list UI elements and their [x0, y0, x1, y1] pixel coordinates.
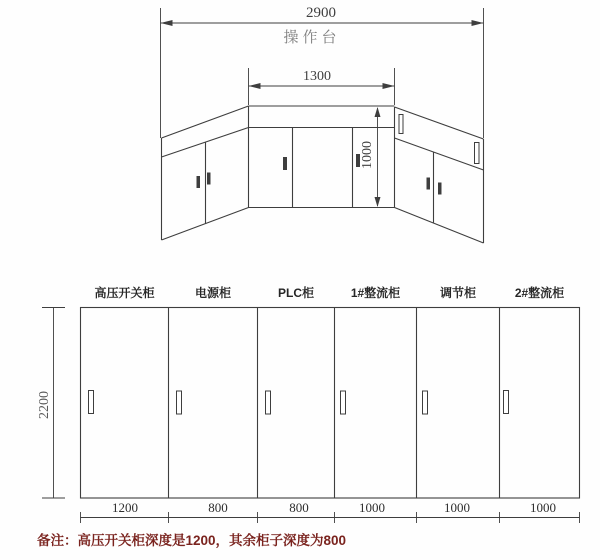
- console-center-width-value: 1300: [303, 69, 331, 84]
- cabinet-door-handles: [89, 391, 509, 415]
- cabinet-label-hv-switchgear: 高压开关柜: [94, 286, 155, 300]
- arrowhead-left-icon: [249, 83, 261, 89]
- console-height-dimension: [375, 107, 381, 207]
- console-door-handles: [197, 115, 480, 195]
- door-handle-icon: [427, 178, 431, 190]
- arrowhead-down-icon: [375, 197, 381, 207]
- cabinet-label-plc: PLC柜: [277, 286, 315, 300]
- console-title: 操作台: [283, 30, 341, 46]
- depth-remark-note: 备注：高压开关柜深度是1200，其余柜子深度为800: [37, 533, 347, 548]
- door-handle-icon: [438, 183, 442, 195]
- door-handle-icon: [197, 176, 201, 188]
- door-handle-icon: [399, 115, 403, 134]
- door-handle-icon: [341, 391, 346, 414]
- arrowhead-right-icon: [472, 20, 484, 26]
- cabinet-width-value-3: 800: [289, 500, 309, 515]
- arrowhead-up-icon: [375, 107, 381, 117]
- console-height-value: 1000: [360, 141, 375, 169]
- cabinet-label-rectifier-1: 1#整流柜: [350, 286, 401, 300]
- cabinet-width-value-5: 1000: [444, 500, 470, 515]
- door-handle-icon: [423, 391, 428, 414]
- door-handle-icon: [504, 391, 509, 414]
- console-overall-width-value: 2900: [306, 5, 336, 21]
- cabinet-width-value-4: 1000: [359, 500, 385, 515]
- door-handle-icon: [89, 391, 94, 414]
- arrowhead-left-icon: [161, 20, 173, 26]
- cabinet-label-power: 电源柜: [194, 286, 232, 300]
- door-handle-icon: [266, 391, 271, 414]
- cabinet-width-value-2: 800: [208, 500, 228, 515]
- cabinet-width-value-6: 1000: [530, 500, 556, 515]
- door-handle-icon: [177, 391, 182, 414]
- door-handle-icon: [283, 157, 287, 170]
- cabinet-label-rectifier-2: 2#整流柜: [514, 286, 565, 300]
- arrowhead-right-icon: [383, 83, 395, 89]
- cabinet-height-value: 2200: [37, 391, 52, 419]
- cabinet-label-regulator: 调节柜: [439, 286, 477, 300]
- cabinet-width-value-1: 1200: [112, 500, 138, 515]
- door-handle-icon: [475, 143, 480, 164]
- door-handle-icon: [207, 173, 211, 185]
- cabinet-width-dimension-line: [81, 512, 580, 523]
